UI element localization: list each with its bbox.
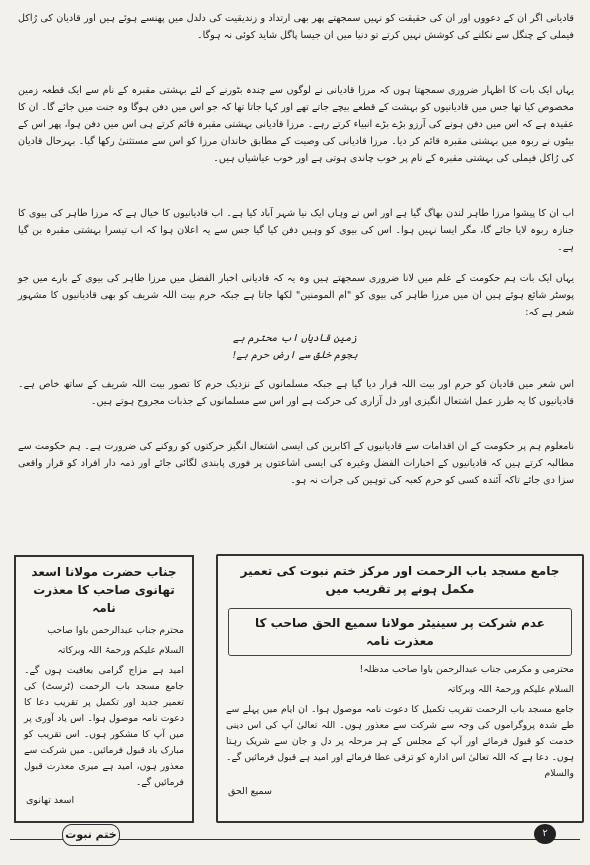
page-number: ۲ bbox=[534, 824, 556, 844]
apology-letter-box bbox=[216, 554, 584, 823]
letter-heading: جامع مسجد باب الرحمت اور مرکز ختم نبوت کی تعمیر مکمل ہونے پر تقریب میں bbox=[240, 564, 560, 596]
poem-line: زمین قادیاں اب محترم ہے bbox=[232, 333, 358, 344]
article-paragraph: اب ان کا پیشوا مرزا طاہر لندن بھاگ گیا ہے اور اس نے وہاں ایک نیا شہر آباد کیا ہے۔ اب قادیانیوں کا خیال ہے کہ مرزا طاہر کی بیوی کا جنازہ ربوہ لایا جائے گا، مگر ایسا نہیں ہوا۔ اس کی بیوی کو وہیں دفن کیا گیا جس سے یہ اعلان ہوا کہ اب تیسرا بہشتی مقبرہ بن گیا ہے۔ bbox=[18, 208, 574, 253]
letter-salutation: محترمی و مکرمی جناب عبدالرحمن باوا صاحب مدظلہ! bbox=[359, 664, 574, 675]
letter-salutation: محترم جناب عبدالرحمن باوا صاحب bbox=[47, 625, 184, 636]
article-paragraph: یہاں ایک بات ہم حکومت کے علم میں لانا ضروری سمجھتے ہیں وہ یہ کہ قادیانی اخبار الفضل میں مرزا طاہر کی بیوی کے بارے میں جو پوسٹر شائع ہوئے ہیں ان میں مرزا طاہر کی بیوی کو "ام المومنین" لکھا جاتا ہے جبکہ حرم بیت اللہ شریف کو بھی قادیانیوں کا مشہور شعر ہے کہ: bbox=[18, 273, 574, 318]
letter-greeting: السلام علیکم ورحمۃ اللہ وبرکاتہ bbox=[447, 684, 574, 695]
article-paragraph: اس شعر میں قادیان کو حرم اور بیت اللہ قرار دیا گیا ہے جبکہ مسلمانوں کے نزدیک حرم کا تصور بیت اللہ شریف کے ساتھ خاص ہے۔ قادیانیوں کا یہ طرز عمل اشتعال انگیزی اور دل آزاری کی حرکت ہے اور اس سے مسلمانوں کے جذبات مجروح ہوتے ہیں۔ bbox=[18, 379, 574, 407]
letter-greeting: السلام علیکم ورحمۃ اللہ وبرکاتہ bbox=[57, 645, 184, 656]
letter-signature: اسعد تھانوی bbox=[26, 795, 75, 806]
poem-line: ہجوم خلق سے ارض حرم ہے! bbox=[232, 350, 358, 361]
article-paragraph: یہاں ایک بات کا اظہار ضروری سمجھتا ہوں کہ مرزا قادیانی نے لوگوں سے چندہ بٹورنے کے لئے بہشتی مقبرہ کے نام سے ایک قطعہ زمین مخصوص کیا تھا جس میں قادیانیوں کو بہشت کے قطعے بیچے جاتے تھے اور کہا جاتا تھا کہ جو اس میں دفن ہوگا وہ جنت میں جائے گا۔ ان کا عقیدہ ہے کہ اس میں دفن ہونے کی آرزو بڑے بڑے انبیاء کرتے رہے۔ مرزا قادیانی بہشتی مقبرہ قائم کرتے ہی اس میں دفن ہوا، پھر اس کے بیٹوں نے ربوہ میں بہشتی مقبرہ قائم کر دیا۔ مرزا قادیانی کی وصیت کے مطابق خاندان مرزا کو اس سے مستثنیٰ رکھا گیا۔ بہرحال قادیان کی رُاکل فیملی کی بہشتی مقبرہ کے نام پر خوب چاندی ہوتی ہے اور خوب عیاشیاں ہیں۔ bbox=[18, 85, 574, 164]
letter-banner: عدم شرکت پر سینیٹر مولانا سمیع الحق صاحب کا معذرت نامہ bbox=[228, 608, 572, 656]
article-paragraph: نامعلوم ہم پر حکومت کے ان اقدامات سے قادیانیوں کے اکابرین کی ایسی اشتعال انگیز حرکتوں کو روکنے کی ضرورت ہے۔ ہم حکومت سے مطالبہ کرتے ہیں کہ قادیانیوں کے اخبارات الفضل وغیرہ کی ایسی اشاعتوں پر فوری پابندی لگائی جائے اور ذمہ دار افراد کو قرار واقعی سزا دی جائے تاکہ آئندہ کسی کو حرم کعبہ کی توہین کی جرات نہ ہو۔ bbox=[18, 441, 574, 486]
letter-body: امید ہے مزاج گرامی بعافیت ہوں گے۔ جامع مسجد باب الرحمت (ٹرسٹ) کی تعمیر جدید اور تکمیل پر تقریب دعا کا دعوت نامہ موصول ہوا۔ اس یاد آوری پر میں آپ کا مشکور ہوں۔ اس تقریب کو مبارک باد قبول فرمائیں۔ میں شرکت سے معذور ہوں، امید ہے میری معذرت قبول فرمائیں گے۔ bbox=[24, 665, 184, 788]
letter-signature: سمیع الحق bbox=[228, 786, 272, 797]
letter-body: جامع مسجد باب الرحمت تقریب تکمیل کا دعوت نامہ موصول ہوا۔ ان ایام میں پہلے سے طے شدہ پروگراموں کی وجہ سے شرکت سے معذور ہوں۔ اللہ تعالیٰ آپ کی اس دینی خدمت کو قبول فرمائے اور آپ کے مجلس کے ہر مرحلہ پر دل و جان سے شریک رہتا ہوں۔ دعا ہے کہ اللہ تعالیٰ اس ادارہ کو ترقی عطا فرمائے اور امید ہے قبول فرمائیں گے۔ والسلام bbox=[226, 704, 574, 779]
article-paragraph: قادیانی اگر ان کے دعووں اور ان کی حقیقت کو نہیں سمجھتے پھر بھی ارتداد و زندیقیت کی دلدل میں پھنسے ہوئے ہیں اور قادیان کی رُاکل فیملی کے چنگل سے نکلنے کی کوشش نہیں کرتے تو دنیا میں ان جیسا پاگل شاید کوئی نہ ہوگا۔ bbox=[18, 13, 574, 41]
letter-heading: جناب حضرت مولانا اسعد تھانوی صاحب کا معذرت نامہ bbox=[31, 565, 177, 615]
apology-letter-box bbox=[14, 555, 194, 823]
footer-magazine-title: ختم نبوت bbox=[62, 824, 120, 846]
poem-couplet bbox=[160, 330, 430, 364]
